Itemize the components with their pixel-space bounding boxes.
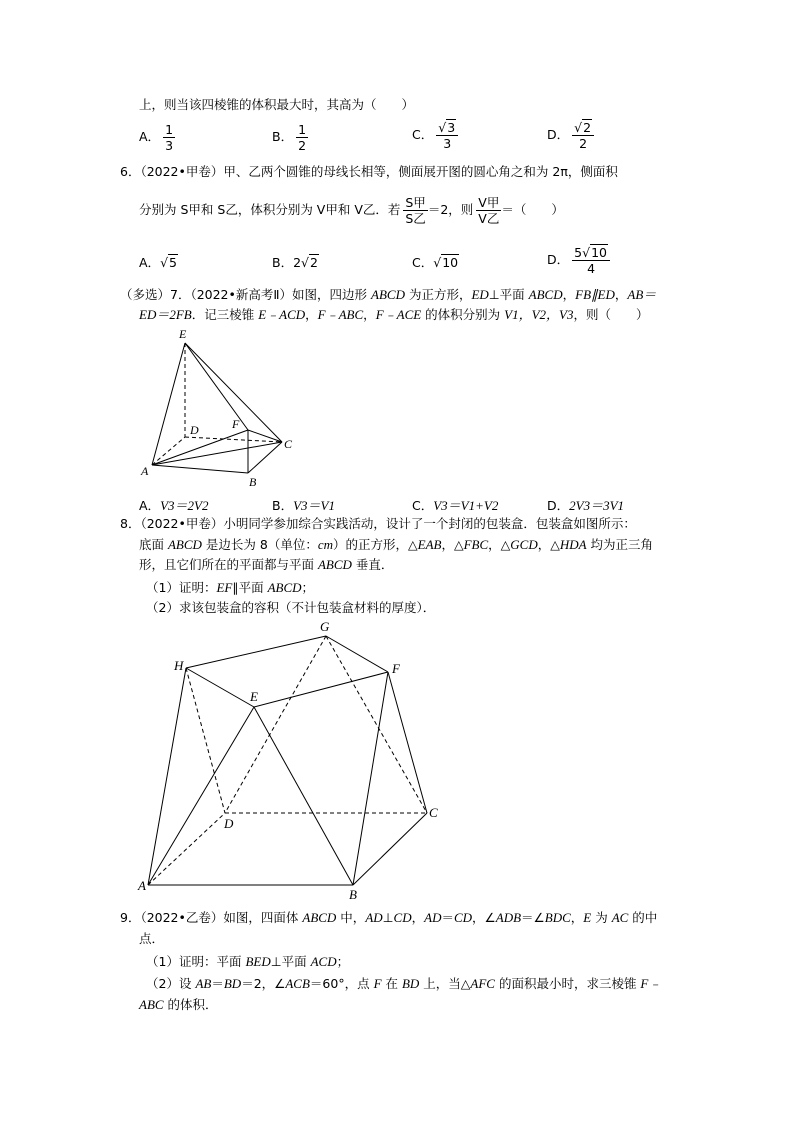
label-E: E: [179, 327, 187, 341]
label-A: A: [138, 878, 146, 893]
edge-GD: [225, 636, 326, 813]
option-label: A．: [139, 129, 161, 144]
label-B: B: [249, 475, 257, 489]
q7-option-b: B．V3＝V1: [272, 498, 335, 513]
q5-option-a: A． $\frac{1}{3}$: [139, 122, 174, 153]
q5-option-c: C． $\frac{√3}{3}$: [412, 120, 458, 151]
q8-figure: [130, 615, 450, 900]
edge-FB: [353, 672, 388, 885]
edge-GF: [326, 636, 388, 672]
edge-EF: [254, 672, 388, 707]
edge-BC: [353, 813, 427, 885]
edge-AD: [148, 813, 225, 885]
label-C: C: [284, 437, 293, 451]
label-H: H: [174, 658, 184, 673]
edge-HG: [186, 636, 326, 668]
edge-FC: [248, 430, 282, 442]
q6-line2: 分别为 S甲和 S乙，体积分别为 V甲和 V乙．若 $\frac{\text{S甲}}{\text{S乙}}$ ＝2，则 $\frac{\text{V甲}}{\text{V乙}}$ ＝（ ）: [139, 195, 564, 226]
q8-line1: 8．（2022•甲卷）小明同学参加综合实践活动，设计了一个封闭的包装盒．包装盒如图所示：: [120, 516, 636, 531]
edge-DC: [185, 437, 282, 442]
option-label: D．: [547, 127, 570, 142]
q6-option-a: A．√5: [139, 255, 177, 270]
q9-part1: （1）证明：平面 BED⊥平面 ACD；: [146, 954, 350, 969]
edge-AF: [152, 430, 248, 465]
q7-line2: ED＝2FB．记三棱锥 E﹣ACD，F﹣ABC，F﹣ACE 的体积分别为 V1，V2，V3，则（ ）: [139, 307, 649, 322]
edge-GC: [326, 636, 427, 813]
label-F: F: [392, 661, 400, 676]
q7-line1: （多选）7．（2022•新高考Ⅱ）如图，四边形 ABCD 为正方形，ED⊥平面 ABCD，FB∥ED，AB＝: [120, 287, 657, 302]
q8-part2: （2）求该包装盒的容积（不计包装盒材料的厚度）．: [146, 600, 436, 615]
label-B: B: [349, 887, 357, 900]
q8-part1: （1）证明：EF∥平面 ABCD；: [146, 580, 315, 595]
q8-line3: 形，且它们所在的平面都与平面 ABCD 垂直．: [139, 557, 394, 572]
edge-FC: [388, 672, 427, 813]
q6-option-d: D． $\frac{5√10}{4}$: [547, 245, 610, 276]
edge-AB: [152, 465, 248, 473]
edge-HE: [186, 668, 254, 707]
q7-option-a: A．V3＝2V2: [139, 498, 209, 513]
edge-HD: [186, 668, 225, 813]
q5-stem: 上，则当该四棱锥的体积最大时，其高为（ ）: [139, 97, 415, 112]
q7-option-d: D．2V3＝3V1: [547, 498, 625, 513]
label-D: D: [190, 423, 199, 437]
q5-option-b: B． $\frac{1}{2}$: [272, 122, 307, 153]
edge-EB: [254, 707, 353, 885]
q5-option-d: D． $\frac{√2}{2}$: [547, 120, 594, 151]
option-label: B．: [272, 129, 294, 144]
label-E: E: [250, 689, 258, 704]
edge-AD: [152, 437, 185, 465]
label-F: F: [232, 417, 240, 431]
q6-option-c: C．√10: [412, 255, 459, 270]
label-C: C: [429, 805, 438, 820]
q7-option-c: C．V3＝V1+V2: [412, 498, 499, 513]
q9-part2: （2）设 AB＝BD＝2，∠ACB＝60°，点 F 在 BD 上，当△AFC 的面积最小时，求三棱锥 F﹣: [146, 976, 662, 991]
q7-figure: [135, 325, 305, 490]
label-A: A: [141, 464, 149, 478]
q9-line2: 点．: [139, 931, 165, 946]
q6-option-b: B．2√2: [272, 255, 318, 270]
q6-line1: 6．（2022•甲卷）甲、乙两个圆锥的母线长相等，侧面展开图的圆心角之和为 2π，侧面积: [120, 164, 618, 179]
label-G: G: [320, 619, 330, 634]
label-D: D: [224, 816, 234, 831]
option-label: C．: [412, 127, 434, 142]
q8-line2: 底面 ABCD 是边长为 8（单位：cm）的正方形，△EAB，△FBC，△GCD，△HDA 均为正三角: [139, 537, 654, 552]
q9-line3: ABC 的体积．: [139, 997, 218, 1012]
edge-AC: [152, 442, 282, 465]
edge-EA: [152, 343, 185, 465]
q9-line1: 9．（2022•乙卷）如图，四面体 ABCD 中，AD⊥CD，AD＝CD，∠ADB＝∠BDC，E 为 AC 的中: [120, 910, 658, 925]
